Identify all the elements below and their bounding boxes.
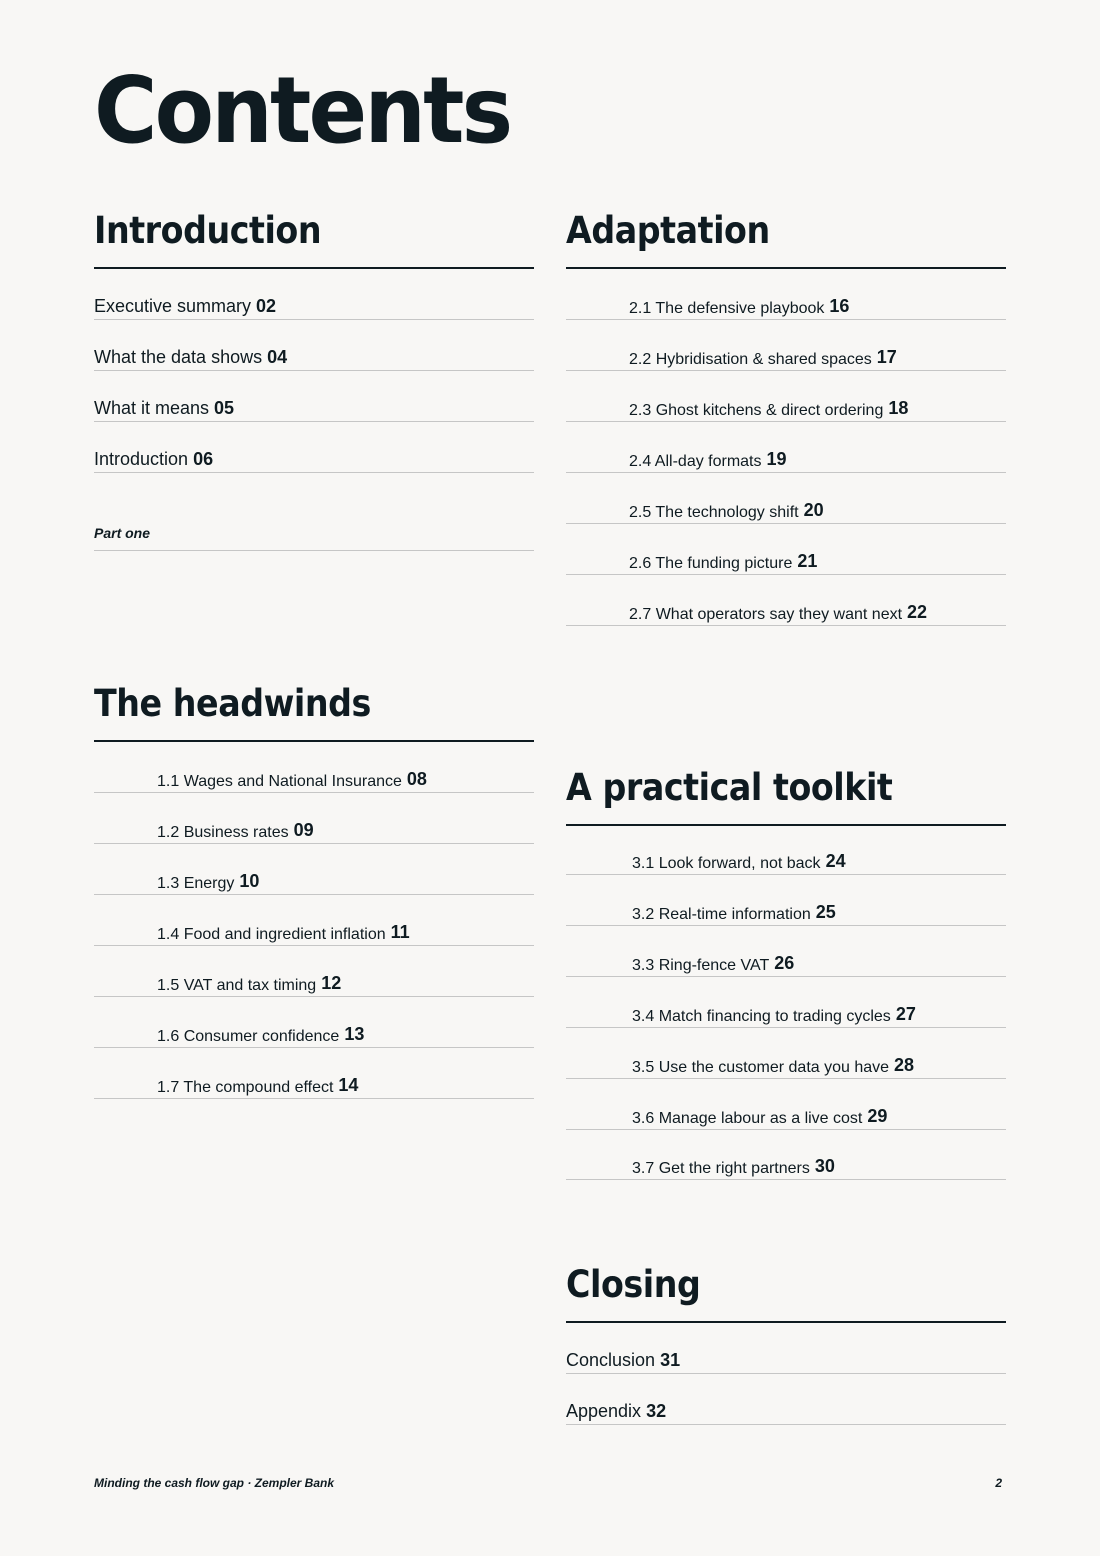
toc-entry[interactable] bbox=[94, 371, 534, 422]
toc-entry[interactable] bbox=[566, 1079, 1006, 1130]
toc-entry-page: 26 bbox=[774, 953, 795, 974]
toc-entry-label: What the data shows bbox=[94, 347, 263, 368]
toc-entry-page: 09 bbox=[293, 820, 314, 841]
toc-entry-label: 1.5 VAT and tax timing bbox=[157, 976, 317, 994]
toc-entry-label: 1.3 Energy bbox=[157, 874, 235, 892]
page-title: Contents bbox=[94, 57, 511, 164]
toc-entry-label: 3.6 Manage labour as a live cost bbox=[632, 1109, 863, 1127]
toc-entry[interactable] bbox=[94, 422, 534, 473]
toc-entry[interactable] bbox=[94, 793, 534, 844]
toc-entry[interactable] bbox=[566, 1323, 1006, 1374]
toc-entry[interactable] bbox=[566, 575, 1006, 626]
toc-entry-page: 11 bbox=[390, 922, 410, 943]
toc-entry-label: 2.1 The defensive playbook bbox=[629, 299, 825, 317]
toc-entry[interactable] bbox=[566, 977, 1006, 1028]
toc-list bbox=[566, 826, 1006, 1180]
toc-entry-page: 18 bbox=[888, 398, 909, 419]
toc-entry[interactable] bbox=[566, 371, 1006, 422]
toc-entry-page: 08 bbox=[406, 769, 427, 790]
toc-entry-page: 06 bbox=[193, 449, 214, 470]
toc-entry-label: 1.6 Consumer confidence bbox=[157, 1027, 340, 1045]
footer-page-number: 2 bbox=[995, 1476, 1002, 1490]
toc-entry-page: 24 bbox=[825, 851, 846, 872]
toc-entry-label: Conclusion bbox=[566, 1350, 656, 1371]
toc-list bbox=[94, 269, 534, 473]
toc-entry-label: Introduction bbox=[94, 449, 189, 470]
toc-entry-label: 3.1 Look forward, not back bbox=[632, 854, 821, 872]
toc-entry-page: 10 bbox=[239, 871, 260, 892]
toc-entry-page: 13 bbox=[344, 1024, 365, 1045]
toc-entry-label: 3.7 Get the right partners bbox=[632, 1159, 810, 1177]
toc-entry-label: 3.5 Use the customer data you have bbox=[632, 1058, 890, 1076]
toc-entry-page: 22 bbox=[907, 602, 928, 623]
toc-entry-page: 02 bbox=[256, 296, 277, 317]
toc-entry-page: 30 bbox=[814, 1156, 835, 1177]
toc-entry-label: 3.3 Ring-fence VAT bbox=[632, 956, 770, 974]
section-toolkit bbox=[566, 767, 1006, 1180]
toc-entry-page: 32 bbox=[646, 1401, 667, 1422]
section-headwinds bbox=[94, 683, 534, 1099]
section-heading: Adaptation bbox=[566, 210, 1006, 269]
toc-entry-label: Appendix bbox=[566, 1401, 642, 1422]
toc-entry-page: 16 bbox=[829, 296, 850, 317]
toc-entry-label: 1.7 The compound effect bbox=[157, 1078, 334, 1096]
toc-entry[interactable] bbox=[94, 946, 534, 997]
toc-entry[interactable] bbox=[94, 269, 534, 320]
toc-entry-label: 2.3 Ghost kitchens & direct ordering bbox=[629, 401, 884, 419]
toc-entry[interactable] bbox=[566, 1374, 1006, 1425]
toc-entry[interactable] bbox=[94, 1048, 534, 1099]
toc-entry-label: 1.4 Food and ingredient inflation bbox=[157, 925, 386, 943]
toc-entry[interactable] bbox=[566, 269, 1006, 320]
footer-publication: Minding the cash flow gap · Zempler Bank bbox=[94, 1476, 335, 1490]
toc-entry[interactable] bbox=[566, 1028, 1006, 1079]
toc-entry-page: 20 bbox=[803, 500, 824, 521]
toc-entry-page: 27 bbox=[895, 1004, 916, 1025]
toc-entry-page: 28 bbox=[894, 1055, 915, 1076]
toc-entry-page: 12 bbox=[321, 973, 342, 994]
toc-entry-label: 2.2 Hybridisation & shared spaces bbox=[629, 350, 872, 368]
toc-entry[interactable] bbox=[94, 895, 534, 946]
toc-entry-label: What it means bbox=[94, 398, 210, 419]
part-label: Part one bbox=[94, 525, 534, 551]
toc-entry[interactable] bbox=[566, 524, 1006, 575]
toc-entry[interactable] bbox=[566, 875, 1006, 926]
toc-entry[interactable] bbox=[566, 926, 1006, 977]
section-closing bbox=[566, 1264, 1006, 1425]
toc-entry[interactable] bbox=[566, 320, 1006, 371]
toc-list bbox=[566, 269, 1006, 626]
toc-entry-label: 1.2 Business rates bbox=[157, 823, 289, 841]
toc-entry[interactable] bbox=[94, 742, 534, 793]
toc-entry[interactable] bbox=[566, 422, 1006, 473]
toc-entry-page: 04 bbox=[267, 347, 288, 368]
section-introduction bbox=[94, 210, 534, 473]
toc-entry-page: 19 bbox=[766, 449, 787, 470]
toc-entry-page: 31 bbox=[660, 1350, 681, 1371]
toc-entry-label: 1.1 Wages and National Insurance bbox=[157, 772, 402, 790]
section-heading: Introduction bbox=[94, 210, 534, 269]
toc-entry-page: 17 bbox=[876, 347, 897, 368]
toc-entry-label: 2.7 What operators say they want next bbox=[629, 605, 903, 623]
toc-list bbox=[94, 742, 534, 1099]
toc-entry-label: 2.5 The technology shift bbox=[629, 503, 799, 521]
toc-entry-page: 14 bbox=[338, 1075, 359, 1096]
toc-entry-label: 2.4 All-day formats bbox=[629, 452, 762, 470]
toc-entry-label: 2.6 The funding picture bbox=[629, 554, 793, 572]
toc-entry[interactable] bbox=[94, 997, 534, 1048]
section-heading: The headwinds bbox=[94, 683, 534, 742]
toc-entry-page: 21 bbox=[797, 551, 818, 572]
toc-entry[interactable] bbox=[566, 473, 1006, 524]
section-heading: Closing bbox=[566, 1264, 1006, 1323]
section-heading: A practical toolkit bbox=[566, 767, 1006, 826]
toc-entry[interactable] bbox=[566, 1130, 1006, 1180]
toc-entry-label: Executive summary bbox=[94, 296, 252, 317]
toc-entry-page: 05 bbox=[214, 398, 235, 419]
section-adaptation bbox=[566, 210, 1006, 626]
toc-entry-page: 25 bbox=[815, 902, 836, 923]
toc-entry-label: 3.4 Match financing to trading cycles bbox=[632, 1007, 891, 1025]
toc-entry[interactable] bbox=[566, 826, 1006, 875]
toc-list bbox=[566, 1323, 1006, 1425]
toc-entry[interactable] bbox=[94, 320, 534, 371]
toc-entry-page: 29 bbox=[867, 1106, 888, 1127]
toc-entry[interactable] bbox=[94, 844, 534, 895]
toc-entry-label: 3.2 Real-time information bbox=[632, 905, 811, 923]
